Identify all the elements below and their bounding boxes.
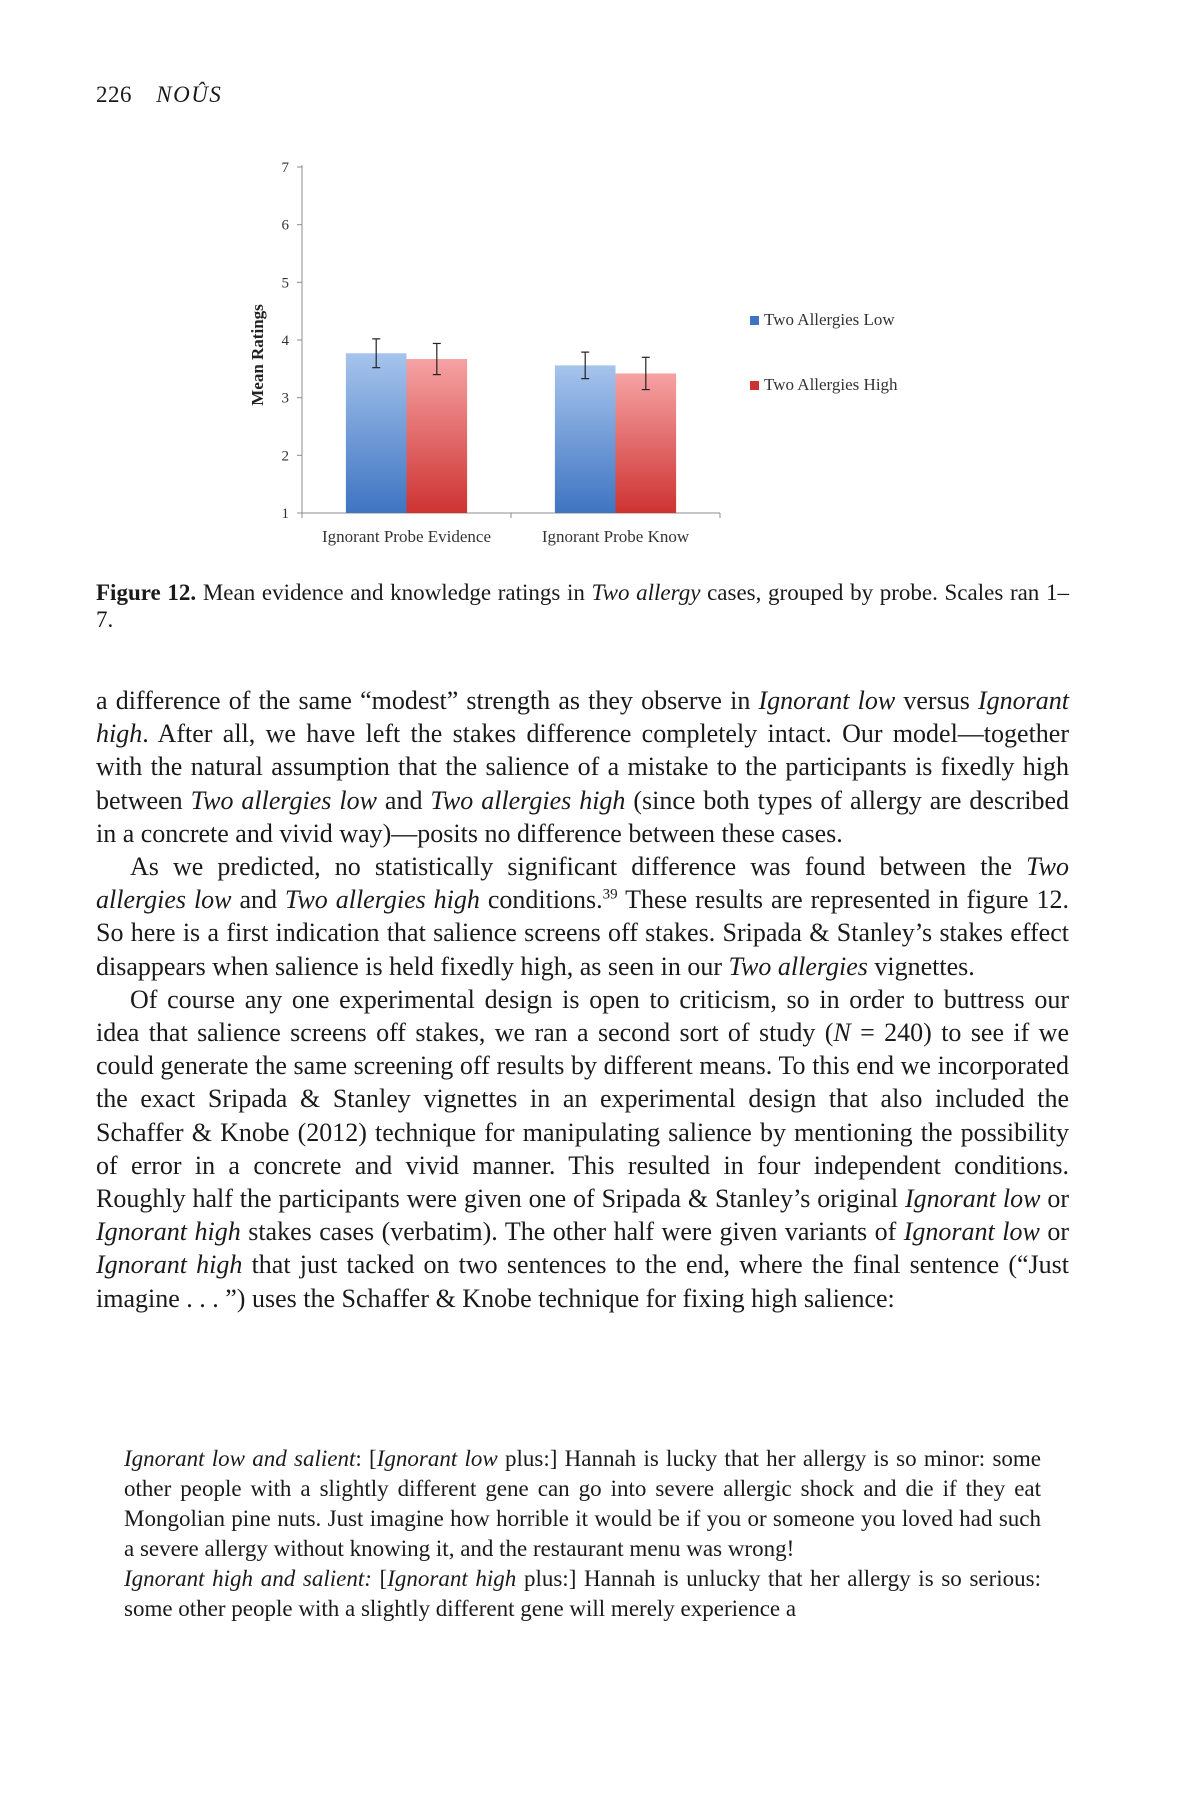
text-run: a difference of the same “modest” strength as they observe in [96, 686, 759, 715]
bar-chart [240, 150, 960, 555]
y-tick-label: 5 [281, 275, 289, 292]
y-tick-label: 3 [281, 390, 289, 407]
emphasis: Ignorant low [758, 686, 896, 715]
y-tick-label: 6 [281, 217, 289, 234]
y-axis-label: Mean Ratings [248, 304, 267, 406]
emphasis: N [833, 1018, 851, 1048]
emphasis: Two allergies low [190, 785, 377, 815]
emphasis: Two allergies high [430, 785, 626, 815]
text-run: = 240) to see if we could generate the same screening off results by different means. To this end we incorporated the exact Sripada & Stanley vignettes in an experimental design that also included the Schaffer & Knobe (2012) technique for manipulating salience by mentioning the possibility of error in a concrete and vivid manner. This resulted in four independent conditions. Roughly half the participants were given one of Sripada & Stanley’s original [96, 1018, 1069, 1214]
x-tick-label: Ignorant Probe Know [541, 527, 690, 546]
text-run: vignettes. [867, 951, 975, 981]
bar [555, 365, 616, 513]
quote-item [124, 1564, 1041, 1624]
bar [346, 353, 407, 513]
bar [616, 373, 677, 513]
footnote-marker[interactable]: 39 [602, 886, 618, 903]
quote-lead: Ignorant high and salient: [124, 1566, 372, 1591]
text-run: As we predicted, no statistically significant difference was found between the [130, 852, 1027, 882]
text-run: plus:] Hannah is unlucky that her allergy is so serious: some other people with a slightly different gene will merely experience a [124, 1566, 1041, 1621]
text-run: versus [895, 686, 978, 715]
figure-label: Figure 12. [96, 580, 197, 605]
y-tick-label: 7 [281, 160, 289, 176]
paragraph [96, 850, 1069, 983]
text-run: plus:] Hannah is lucky that her allergy is so minor: some other people with a slightly different gene can go into severe allergic shock and die if they eat Mongolian pine nuts. Just imagine how horrible it would be if you or someone you loved had such a severe allergy without knowing it, and the restaurant menu was wrong! [124, 1446, 1042, 1561]
legend-swatch [750, 381, 759, 390]
emphasis: Ignorant low [376, 1446, 498, 1471]
text-run: conditions. [479, 885, 603, 915]
emphasis: Ignorant high [96, 1250, 243, 1280]
text-run: stakes cases (verbatim). The other half were given variants of [240, 1217, 904, 1247]
emphasis: Ignorant low [903, 1217, 1040, 1247]
text-run: and [231, 885, 285, 915]
y-tick-label: 1 [281, 506, 289, 522]
text-run: These results are represented in figure 12. So here is a first indication that salience screens off stakes. Sripada & Stanley’s stakes effect disappears when salience is held fixedly high, as seen in our [96, 885, 1070, 981]
quote-item [124, 1444, 1041, 1564]
x-tick-label: Ignorant Probe Evidence [322, 527, 491, 546]
emphasis: Ignorant high [387, 1566, 517, 1591]
emphasis: Two allergies high [284, 885, 480, 915]
emphasis: Ignorant high [96, 1217, 241, 1247]
caption-emphasis: Two allergy [591, 580, 701, 605]
y-tick-label: 2 [281, 448, 289, 465]
text-run: or [1040, 1184, 1069, 1214]
chart-marks [282, 160, 899, 546]
text-run: Of course any one experimental design is open to criticism, so in order to buttress our idea that salience screens off stakes, we ran a second sort of study ( [96, 984, 1069, 1048]
text-run: . After all, we have left the stakes difference completely intact. Our model—together with the natural assumption that the salience of a mistake to the participants is fixedly high between [96, 719, 1069, 815]
paragraph [96, 684, 1069, 850]
body-text [96, 684, 1069, 1315]
emphasis: Ignorant high [96, 686, 1069, 749]
legend-label: Two Allergies High [764, 375, 898, 394]
paragraph [96, 983, 1069, 1315]
bar [407, 359, 468, 513]
caption-text: Mean evidence and knowledge ratings in [196, 580, 592, 605]
text-run: [ [371, 1566, 388, 1591]
text-run: and [376, 785, 431, 815]
running-head [96, 82, 222, 108]
journal-title: NOÛS [156, 82, 223, 107]
legend-label: Two Allergies Low [764, 310, 895, 329]
text-run: : [ [355, 1446, 377, 1471]
emphasis: Two allergies [728, 951, 868, 981]
emphasis: Ignorant low [904, 1184, 1041, 1214]
page-number: 226 [96, 82, 132, 107]
emphasis: Two allergies low [96, 852, 1069, 915]
quote-lead: Ignorant low and salient [124, 1446, 356, 1471]
legend-swatch [750, 316, 759, 325]
text-run: or [1039, 1217, 1069, 1247]
figure-caption [96, 579, 1069, 633]
y-tick-label: 4 [281, 333, 289, 349]
text-run: that just tacked on two sentences to the end, where the final sentence (“Just imagine . . . ”) uses the Schaffer & Knobe technique for fixing high salience: [96, 1250, 1069, 1313]
block-quote [124, 1444, 1041, 1624]
text-run: (since both types of allergy are described in a concrete and vivid way)—posits no difference between these cases. [96, 785, 1070, 848]
caption-text: cases, grouped by probe. Scales ran 1–7. [96, 580, 1069, 632]
